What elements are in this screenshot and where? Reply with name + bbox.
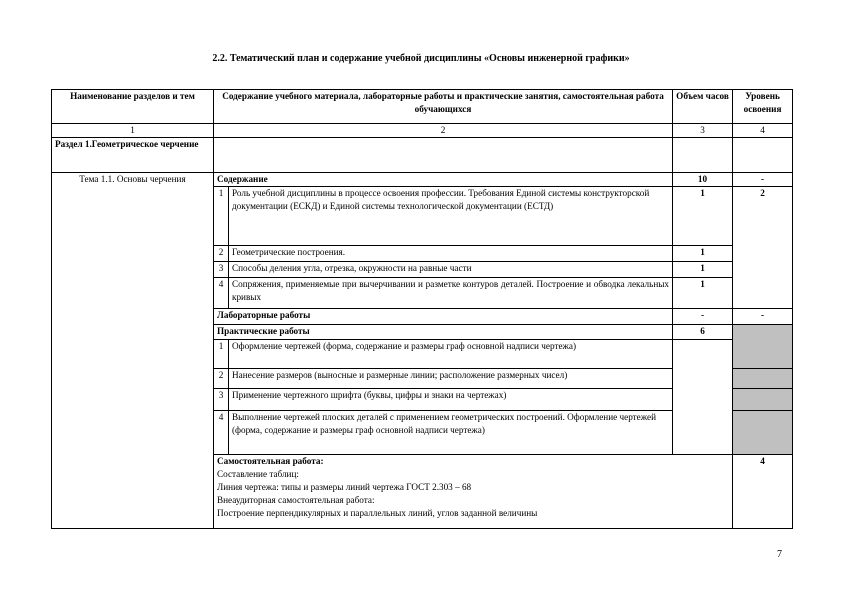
page-number: 7 [777, 549, 782, 560]
practice-label: Практические работы [214, 325, 673, 340]
section-row [52, 138, 793, 173]
column-number: 2 [214, 124, 673, 138]
item-number: 1 [214, 340, 229, 369]
lab-level: - [733, 309, 793, 325]
independent-line: Линия чертежа: типы и размеры линий чертежа ГОСТ 2.303 – 68 [217, 482, 472, 492]
topic-title: Тема 1.1. Основы черчения [52, 173, 214, 529]
page-title: 2.2. Тематический план и содержание учебной дисциплины «Основы инженерной графики» [212, 53, 630, 64]
content-level: - [733, 173, 793, 187]
empty-cell [214, 138, 673, 173]
empty-cell [673, 138, 733, 173]
item-text: Геометрические построения. [229, 246, 673, 262]
independent-hours: 4 [733, 455, 793, 529]
item-number: 2 [214, 246, 229, 262]
header-hours: Объем часов [673, 90, 733, 124]
item-hours: 1 [673, 262, 733, 278]
item-number: 4 [214, 411, 229, 455]
lab-label: Лабораторные работы [214, 309, 673, 325]
thematic-plan-table [51, 89, 793, 529]
shaded-cell [733, 369, 793, 389]
item-text: Применение чертежного шрифта (буквы, цифры и знаки на чертежах) [229, 389, 673, 411]
shaded-cell [733, 325, 793, 369]
item-text: Сопряжения, применяемые при вычерчивании и разметке контуров деталей. Построение и обводка лекальных кривых [229, 278, 673, 309]
independent-work [214, 455, 733, 529]
item-hours: 1 [673, 187, 733, 246]
item-level: 2 [733, 187, 793, 309]
shaded-cell [733, 411, 793, 455]
lab-hours: - [673, 309, 733, 325]
independent-line: Построение перпендикулярных и параллельных линий, углов заданной величины [217, 508, 538, 518]
header-sections: Наименование разделов и тем [52, 90, 214, 124]
content-hours: 10 [673, 173, 733, 187]
column-number: 3 [673, 124, 733, 138]
item-text: Роль учебной дисциплины в процессе освоения профессии. Требования Единой системы конструкторской документации (ЕСКД) и Единой системы технологической документации (ЕСТД) [229, 187, 673, 246]
empty-cell [733, 138, 793, 173]
independent-label: Самостоятельная работа: [217, 456, 324, 466]
column-numbers-row [52, 124, 793, 138]
item-text: Оформление чертежей (форма, содержание и размеры граф основной надписи чертежа) [229, 340, 673, 369]
column-number: 1 [52, 124, 214, 138]
item-text: Способы деления угла, отрезка, окружности на равные части [229, 262, 673, 278]
column-number: 4 [733, 124, 793, 138]
item-number: 3 [214, 262, 229, 278]
item-hours: 1 [673, 246, 733, 262]
table-row [52, 173, 793, 187]
content-label: Содержание [214, 173, 673, 187]
independent-line: Составление таблиц: [217, 469, 299, 479]
header-level: Уровень освоения [733, 90, 793, 124]
item-number: 2 [214, 369, 229, 389]
item-number: 3 [214, 389, 229, 411]
item-text: Выполнение чертежей плоских деталей с применением геометрических построений. Оформление чертежей (форма, содержание и размеры граф основной надписи чертежа) [229, 411, 673, 455]
practice-hours: 6 [673, 325, 733, 340]
table-header-row [52, 90, 793, 124]
item-hours: 1 [673, 278, 733, 309]
item-number: 1 [214, 187, 229, 246]
item-text: Нанесение размеров (выносные и размерные линии; расположение размерных чисел) [229, 369, 673, 389]
item-number: 4 [214, 278, 229, 309]
empty-cell [673, 340, 733, 455]
section-title: Раздел 1.Геометрическое черчение [52, 138, 214, 173]
independent-line: Внеаудиторная самостоятельная работа: [217, 495, 375, 505]
shaded-cell [733, 389, 793, 411]
header-content: Содержание учебного материала, лабораторные работы и практические занятия, самостоятельная работа обучающихся [214, 90, 673, 124]
